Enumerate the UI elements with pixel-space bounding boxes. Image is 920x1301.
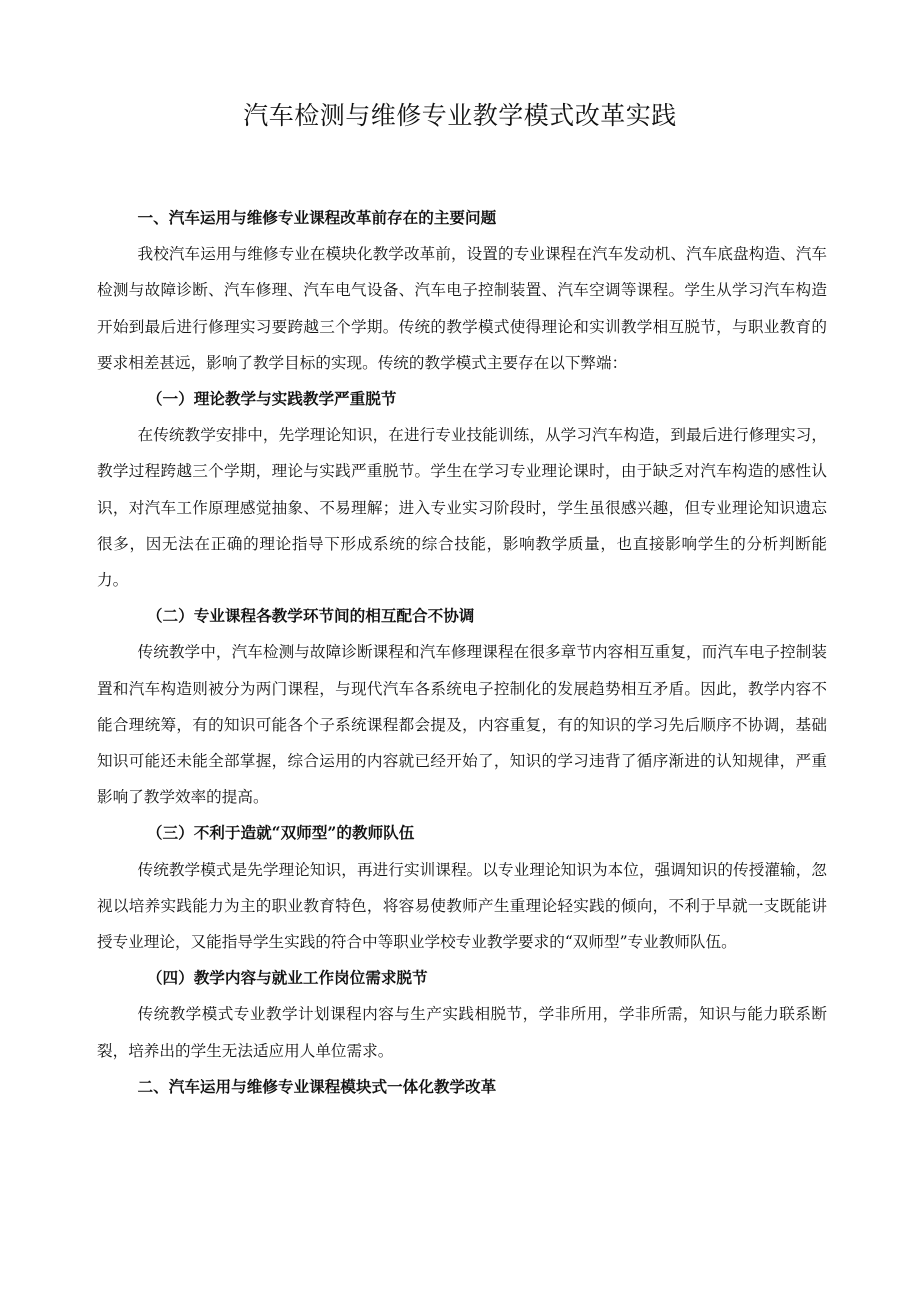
subsection-1-heading: （一）理论教学与实践教学严重脱节 [146, 389, 397, 409]
subsection-2-paragraph: 传统教学中，汽车检测与故障诊断课程和汽车修理课程在很多章节内容相互重复，而汽车电子控制装置和汽车构造则被分为两门课程，与现代汽车各系统电子控制化的发展趋势相互矛盾。因此，教学内容不能合理统筹，有的知识可能各个子系统课程都会提及，内容重复，有的知识的学习先后顺序不协调，基础知识可能还未能全部掌握，综合运用的内容就已经开始了，知识的学习违背了循序渐进的认知规律，严重影响了教学效率的提高。 [97, 643, 827, 807]
subsection-2-heading: （二）专业课程各教学环节间的相互配合不协调 [146, 606, 475, 626]
subsection-4-heading: （四）教学内容与就业工作岗位需求脱节 [146, 968, 428, 988]
subsection-3-heading: （三）不利于造就“双师型”的教师队伍 [146, 823, 415, 843]
subsection-3-paragraph: 传统教学模式是先学理论知识，再进行实训课程。以专业理论知识为本位，强调知识的传授灌输，忽视以培养实践能力为主的职业教育特色，将容易使教师产生重理论轻实践的倾向，不利于早就一支既能讲授专业理论，又能指导学生实践的符合中等职业学校专业教学要求的“双师型”专业教师队伍。 [97, 860, 827, 952]
subsection-1-paragraph: 在传统教学安排中，先学理论知识，在进行专业技能训练，从学习汽车构造，到最后进行修理实习，教学过程跨越三个学期，理论与实践严重脱节。学生在学习专业理论课时，由于缺乏对汽车构造的感性认识，对汽车工作原理感觉抽象、不易理解；进入专业实习阶段时，学生虽很感兴趣，但专业理论知识遗忘很多，因无法在正确的理论指导下形成系统的综合技能，影响教学质量，也直接影响学生的分析判断能力。 [97, 426, 827, 590]
section-2-heading: 二、汽车运用与维修专业课程模块式一体化教学改革 [137, 1076, 497, 1096]
subsection-4-paragraph: 传统教学模式专业教学计划课程内容与生产实践相脱节，学非所用，学非所需，知识与能力联系断裂，培养出的学生无法适应用人单位需求。 [97, 1005, 827, 1060]
document-body [97, 200, 827, 1105]
section-1-heading: 一、汽车运用与维修专业课程改革前存在的主要问题 [137, 208, 497, 227]
section-1-paragraph: 我校汽车运用与维修专业在模块化教学改革前，设置的专业课程在汽车发动机、汽车底盘构造、汽车检测与故障诊断、汽车修理、汽车电气设备、汽车电子控制装置、汽车空调等课程。学生从学习汽车构造开始到最后进行修理实习要跨越三个学期。传统的教学模式使得理论和实训教学相互脱节，与职业教育的要求相差甚远，影响了教学目标的实现。传统的教学模式主要存在以下弊端： [97, 245, 827, 372]
document-title: 汽车检测与维修专业教学模式改革实践 [243, 101, 677, 130]
